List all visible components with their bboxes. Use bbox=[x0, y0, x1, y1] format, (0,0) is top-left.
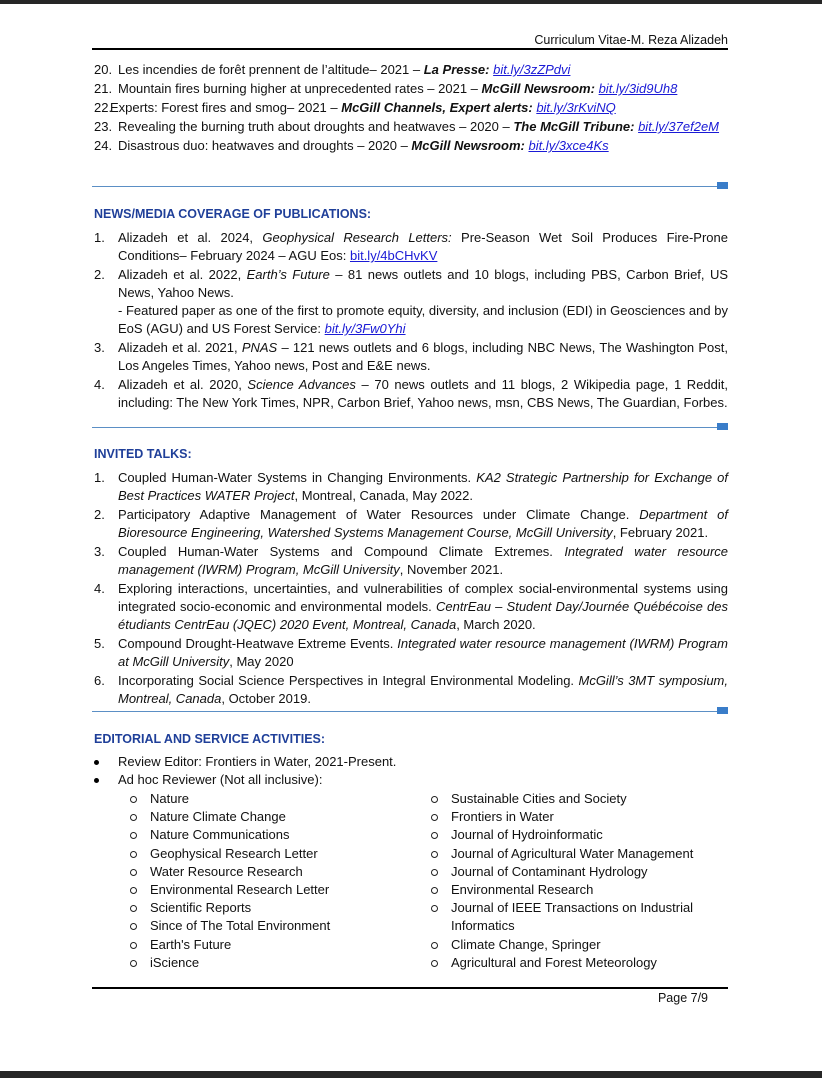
journal-item: Nature bbox=[126, 790, 416, 808]
bullet-item: Ad hoc Reviewer (Not all inclusive): bbox=[92, 771, 728, 789]
journal-item: Frontiers in Water bbox=[427, 808, 717, 826]
journal-item: iScience bbox=[126, 954, 416, 972]
circle-bullet-icon bbox=[130, 905, 137, 912]
circle-bullet-icon bbox=[130, 851, 137, 858]
journals-right-column bbox=[427, 790, 717, 972]
talks-list bbox=[92, 469, 728, 709]
circle-bullet-icon bbox=[431, 832, 438, 839]
journal-item: Journal of Hydroinformatic bbox=[427, 826, 717, 844]
media-link[interactable]: bit.ly/3xce4Ks bbox=[528, 138, 609, 153]
separator-square-icon bbox=[717, 707, 728, 714]
journal-item: Water Resource Research bbox=[126, 863, 416, 881]
news-link[interactable]: bit.ly/3Fw0Yhi bbox=[324, 321, 406, 336]
circle-bullet-icon bbox=[130, 796, 137, 803]
circle-bullet-icon bbox=[431, 960, 438, 967]
header-rule bbox=[92, 48, 728, 50]
footer-rule bbox=[92, 987, 728, 989]
talk-item: 5. Compound Drought-Heatwave Extreme Events. Integrated water resource management (IWRM) Program at McGill University, May 2020 bbox=[94, 636, 728, 669]
media-item: 21. Mountain fires burning higher at unprecedented rates – 2021 – McGill Newsroom: bit.ly/3id9Uh8 bbox=[94, 81, 678, 96]
journal-item: Journal of Agricultural Water Management bbox=[427, 845, 717, 863]
circle-bullet-icon bbox=[431, 814, 438, 821]
separator-square-icon bbox=[717, 182, 728, 189]
circle-bullet-icon bbox=[431, 905, 438, 912]
section-separator bbox=[92, 186, 718, 187]
bullet-icon bbox=[94, 778, 99, 783]
section-separator bbox=[92, 711, 718, 712]
page-number: Page 7/9 bbox=[657, 991, 708, 1005]
media-link[interactable]: bit.ly/37ef2eM bbox=[638, 119, 720, 134]
section-title-news: NEWS/MEDIA COVERAGE OF PUBLICATIONS: bbox=[94, 207, 372, 221]
circle-bullet-icon bbox=[431, 942, 438, 949]
section-title-talks: INVITED TALKS: bbox=[94, 447, 192, 461]
news-item: 2. Alizadeh et al. 2022, Earth’s Future – 81 news outlets and 10 blogs, including PBS, Carbon Brief, US News, Yahoo News. - Featured paper as one of the first to promote equity, diversity, and inclusion (EDI) in Geosciences and by EoS (AGU) and US Forest Service: bit.ly/3Fw0Yhi bbox=[94, 267, 728, 336]
journal-item: Nature Climate Change bbox=[126, 808, 416, 826]
circle-bullet-icon bbox=[130, 960, 137, 967]
journal-item: Since of The Total Environment bbox=[126, 917, 416, 935]
media-link[interactable]: bit.ly/3id9Uh8 bbox=[598, 81, 678, 96]
journal-item: Geophysical Research Letter bbox=[126, 845, 416, 863]
circle-bullet-icon bbox=[130, 942, 137, 949]
page-header-title: Curriculum Vitae-M. Reza Alizadeh bbox=[534, 33, 728, 47]
circle-bullet-icon bbox=[130, 923, 137, 930]
bullet-icon bbox=[94, 760, 99, 765]
separator-square-icon bbox=[717, 423, 728, 430]
journal-item: Environmental Research bbox=[427, 881, 717, 899]
talk-item: 3. Coupled Human-Water Systems and Compound Climate Extremes. Integrated water resource management (IWRM) Program, McGill University, November 2021. bbox=[94, 544, 729, 577]
news-link[interactable]: bit.ly/4bCHvKV bbox=[349, 248, 438, 263]
talk-item: 2. Participatory Adaptive Management of Water Resources under Climate Change. Department of Bioresource Engineering, Watershed Systems Management Course, McGill University, February 2021. bbox=[94, 507, 729, 540]
circle-bullet-icon bbox=[431, 869, 438, 876]
circle-bullet-icon bbox=[130, 832, 137, 839]
media-item: 20. Les incendies de forêt prennent de l’altitude– 2021 – La Presse: bit.ly/3zZPdvi bbox=[94, 62, 571, 77]
media-link[interactable]: bit.ly/3rKviNQ bbox=[536, 100, 616, 115]
journal-item: Scientific Reports bbox=[126, 899, 416, 917]
circle-bullet-icon bbox=[130, 814, 137, 821]
journals-left-column bbox=[126, 790, 416, 972]
journal-item: Journal of IEEE Transactions on Industrial Informatics bbox=[427, 899, 717, 935]
journal-item: Agricultural and Forest Meteorology bbox=[427, 954, 717, 972]
journal-item: Journal of Contaminant Hydrology bbox=[427, 863, 717, 881]
media-link[interactable]: bit.ly/3zZPdvi bbox=[493, 62, 571, 77]
media-item: 24. Disastrous duo: heatwaves and droughts – 2020 – McGill Newsroom: bit.ly/3xce4Ks bbox=[94, 138, 609, 153]
news-list bbox=[92, 229, 728, 413]
viewer-top-bar bbox=[0, 0, 822, 4]
media-item: 22. Experts: Forest fires and smog– 2021 – McGill Channels, Expert alerts: bit.ly/3rKviNQ bbox=[94, 100, 616, 115]
circle-bullet-icon bbox=[431, 796, 438, 803]
news-item: 3. Alizadeh et al. 2021, PNAS – 121 news outlets and 6 blogs, including NBC News, The Washington Post, Los Angeles Times, Yahoo news, Post and E&E news. bbox=[94, 340, 728, 373]
section-title-editorial: EDITORIAL AND SERVICE ACTIVITIES: bbox=[94, 732, 326, 746]
journal-item: Earth's Future bbox=[126, 936, 416, 954]
circle-bullet-icon bbox=[130, 887, 137, 894]
journal-item: Climate Change, Springer bbox=[427, 936, 717, 954]
circle-bullet-icon bbox=[431, 851, 438, 858]
section-separator bbox=[92, 427, 718, 428]
circle-bullet-icon bbox=[431, 887, 438, 894]
editorial-bullets bbox=[92, 753, 728, 789]
media-item: 23. Revealing the burning truth about droughts and heatwaves – 2020 – The McGill Tribune: bit.ly/37ef2eM bbox=[94, 119, 720, 134]
bullet-item: Review Editor: Frontiers in Water, 2021-Present. bbox=[92, 753, 728, 771]
news-item: 1. Alizadeh et al. 2024, Geophysical Research Letters: Pre-Season Wet Soil Produces Fire-Prone Conditions– February 2024 – AGU Eos: bit.ly/4bCHvKV bbox=[94, 230, 728, 263]
talk-item: 6. Incorporating Social Science Perspectives in Integral Environmental Modeling. McGill’s 3MT symposium, Montreal, Canada, October 2019. bbox=[94, 673, 728, 706]
media-list bbox=[92, 61, 728, 156]
talk-item: 1. Coupled Human-Water Systems in Changing Environments. KA2 Strategic Partnership for Exchange of Best Practices WATER Project, Montreal, Canada, May 2022. bbox=[94, 470, 729, 503]
talk-item: 4. Exploring interactions, uncertainties, and vulnerabilities of complex social-environmental systems using integrated socio-economic and environmental models. CentrEau – Student Day/Journée Québécoise des étudiants CentrEau (JQEC) 2020 Event, Montreal, Canada, March 2020. bbox=[94, 581, 729, 632]
journal-item: Nature Communications bbox=[126, 826, 416, 844]
journal-item: Sustainable Cities and Society bbox=[427, 790, 717, 808]
journal-item: Environmental Research Letter bbox=[126, 881, 416, 899]
viewer-bottom-bar bbox=[0, 1071, 822, 1078]
news-item: 4. Alizadeh et al. 2020, Science Advances – 70 news outlets and 11 blogs, 2 Wikipedia page, 1 Reddit, including: The New York Times, NPR, Carbon Brief, Yahoo news, msn, CBS News, The Guardian, Forbes. bbox=[94, 377, 728, 410]
circle-bullet-icon bbox=[130, 869, 137, 876]
